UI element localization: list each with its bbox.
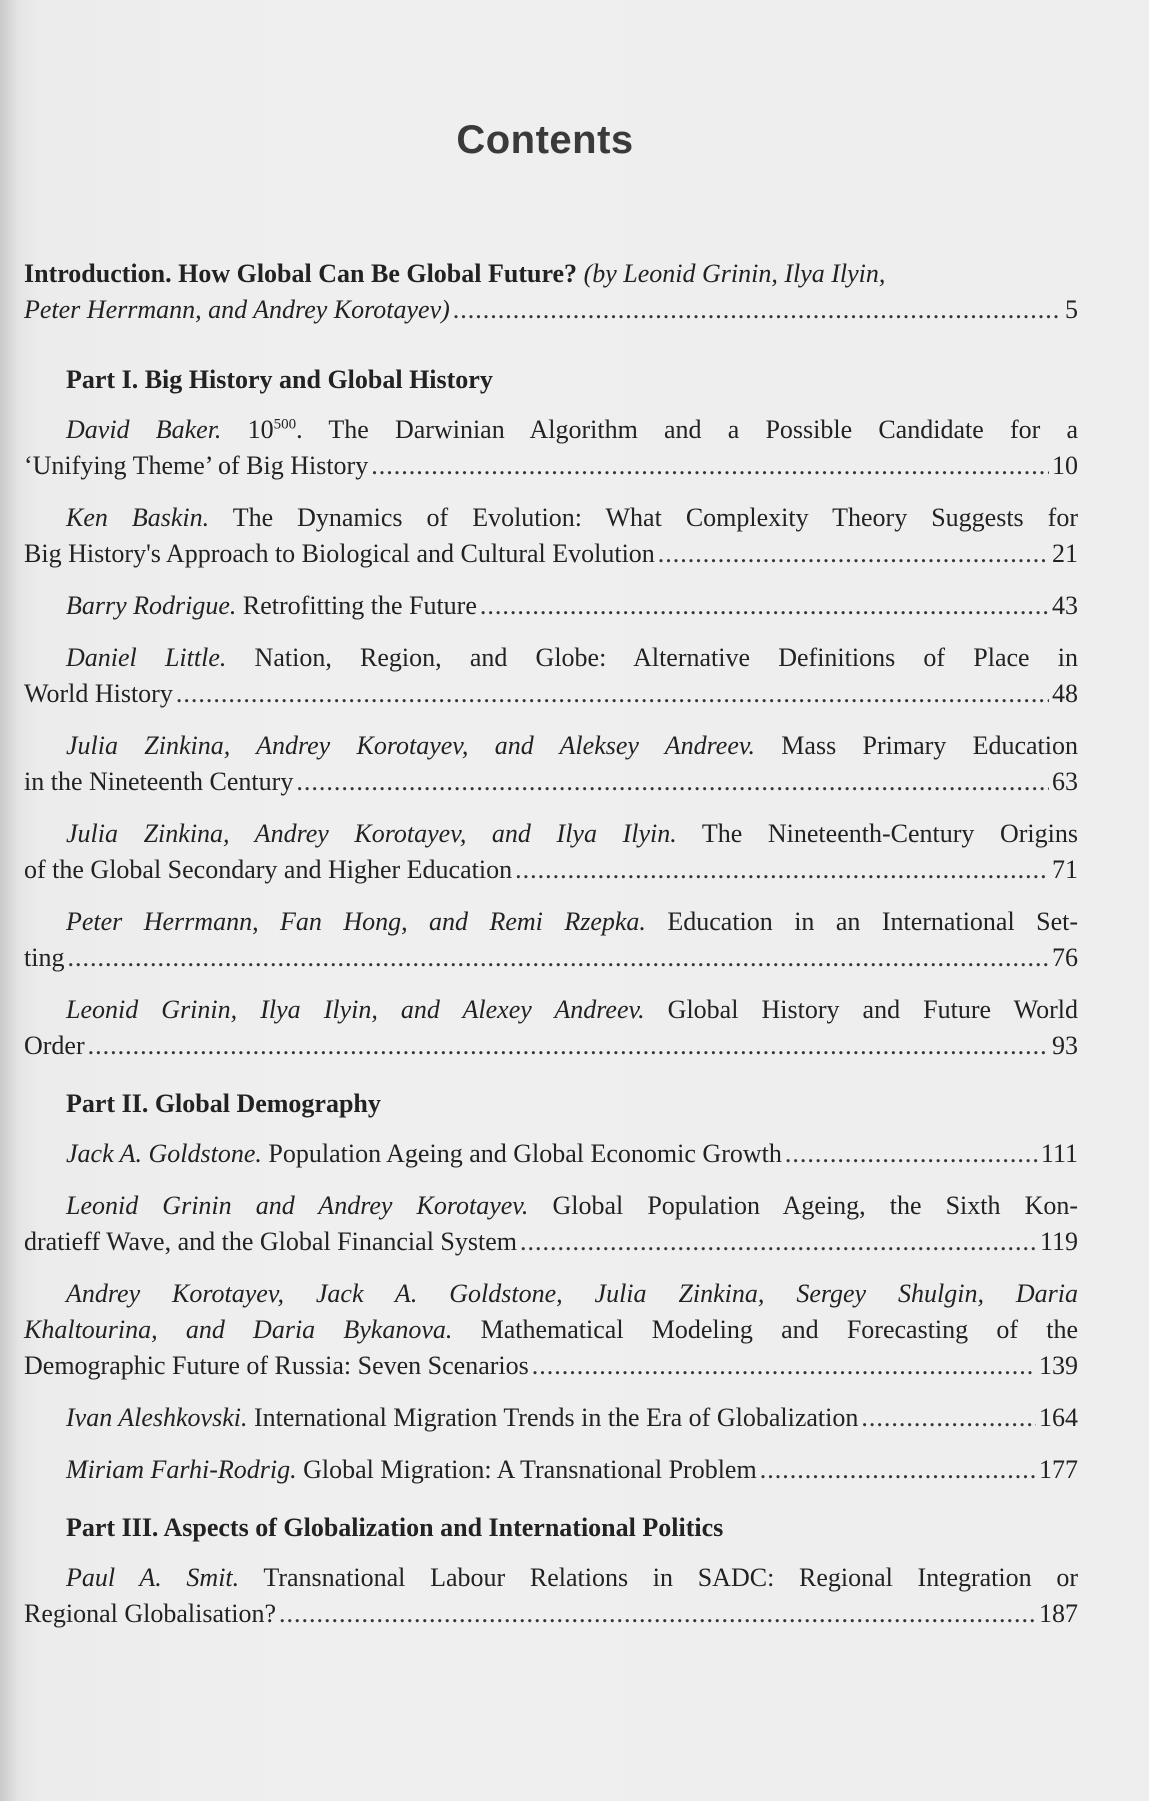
leader-dots [861,1400,1036,1436]
entry-title-last: of the Global Secondary and Higher Education [24,855,513,884]
entry-title: Education in an International Set- [645,907,1078,936]
leader-dots [658,536,1049,572]
toc-entry[interactable] [24,1452,1078,1488]
leader-dots [371,448,1049,484]
entry-title: 10 [221,415,274,444]
page-number: 119 [1039,1227,1078,1256]
intro-authors-cont: Peter Herrmann, and Andrey Korotayev) [24,295,450,324]
entry-title: The Nineteenth-Century Origins [676,819,1078,848]
entry-authors: Andrey Korotayev, Jack A. Goldstone, Julia Zinkina, Sergey Shulgin, Daria [66,1279,1078,1308]
entry-title-last: in the Nineteenth Century [24,767,294,796]
leader-dots [296,764,1049,800]
page-number: 10 [1052,451,1078,480]
entry-title: Retrofitting the Future [236,591,477,620]
page-number: 5 [1065,295,1078,324]
entry-title-last: Regional Globalisation? [24,1599,277,1628]
part-heading: Part I. Big History and Global History [66,365,493,394]
toc-entry[interactable] [24,412,1078,484]
entry-authors: David Baker. [66,415,222,444]
leader-dots [515,852,1049,888]
leader-dots [785,1136,1038,1172]
entry-title-cont: . The Darwinian Algorithm and a Possible Candidate for a [296,415,1078,444]
toc-entry[interactable] [24,1560,1078,1632]
page-number: 164 [1039,1403,1078,1432]
entry-title-last: dratieff Wave, and the Global Financial System [24,1227,517,1256]
entry-title-last: World History [24,679,173,708]
entry-title-last: ‘Unifying Theme’ of Big History [24,451,369,480]
intro-title: Introduction. How Global Can Be Global Future? [24,259,578,288]
entry-title: International Migration Trends in the Era of Globalization [247,1403,859,1432]
entry-authors: Barry Rodrigue. [66,591,237,620]
page-number: 187 [1039,1599,1078,1628]
page-number: 139 [1039,1351,1078,1380]
entry-title: Mathematical Modeling and Forecasting of the [452,1315,1078,1344]
page-number: 63 [1052,767,1078,796]
toc-entry[interactable] [24,1136,1078,1172]
toc-entry[interactable] [24,728,1078,800]
entry-authors: Miriam Farhi-Rodrig. [66,1455,297,1484]
entry-authors: Julia Zinkina, Andrey Korotayev, and Aleksey Andreev. [66,731,755,760]
page-number: 177 [1039,1455,1078,1484]
superscript: 500 [273,416,297,433]
part-heading: Part III. Aspects of Globalization and International Politics [66,1513,724,1542]
part-heading: Part II. Global Demography [66,1089,381,1118]
leader-dots [453,292,1062,328]
leader-dots [279,1596,1036,1632]
entry-title-last: Order [24,1031,85,1060]
entry-title: The Dynamics of Evolution: What Complexity Theory Suggests for [209,503,1078,532]
leader-dots [760,1452,1036,1488]
toc-entry[interactable] [24,588,1078,624]
toc-entry-introduction[interactable] [24,256,1078,328]
page-number: 111 [1040,1139,1078,1168]
entry-authors: Ivan Aleshkovski. [66,1403,248,1432]
toc-entry[interactable] [24,640,1078,712]
page-number: 93 [1052,1031,1078,1060]
entry-authors: Jack A. Goldstone. [66,1139,262,1168]
leader-dots [480,588,1049,624]
page-number: 71 [1052,855,1078,884]
toc-entry[interactable] [24,1276,1078,1384]
page-number: 43 [1052,591,1078,620]
page-number: 48 [1052,679,1078,708]
toc-entry[interactable] [24,500,1078,572]
entry-title-last: Demographic Future of Russia: Seven Scenarios [24,1351,529,1380]
table-of-contents [24,256,1078,1648]
entry-authors: Daniel Little. [66,643,227,672]
leader-dots [88,1028,1049,1064]
entry-authors: Leonid Grinin, Ilya Ilyin, and Alexey Andreev. [66,995,645,1024]
entry-title: Global Population Ageing, the Sixth Kon- [528,1191,1078,1220]
toc-entry[interactable] [24,1188,1078,1260]
page-title: Contents [456,118,634,162]
entry-title: Transnational Labour Relations in SADC: Regional Integration or [239,1563,1078,1592]
entry-title-last: Big History's Approach to Biological and Cultural Evolution [24,539,655,568]
entry-title: Mass Primary Education [755,731,1078,760]
entry-title: Nation, Region, and Globe: Alternative Definitions of Place in [226,643,1078,672]
entry-title: Global Migration: A Transnational Problem [296,1455,757,1484]
entry-authors: Ken Baskin. [66,503,210,532]
entry-authors: Leonid Grinin and Andrey Korotayev. [66,1191,529,1220]
toc-entry[interactable] [24,1400,1078,1436]
entry-authors-cont: Khaltourina, and Daria Bykanova. [24,1315,453,1344]
toc-entry[interactable] [24,992,1078,1064]
page-number: 76 [1052,943,1078,972]
leader-dots [67,940,1049,976]
entry-authors: Paul A. Smit. [66,1563,240,1592]
leader-dots [520,1224,1037,1260]
intro-authors: (by Leonid Grinin, Ilya Ilyin, [583,259,886,288]
leader-dots [532,1348,1036,1384]
toc-entry[interactable] [24,904,1078,976]
entry-authors: Peter Herrmann, Fan Hong, and Remi Rzepka. [66,907,646,936]
entry-title: Global History and Future World [644,995,1078,1024]
entry-title-last: ting [24,943,65,972]
page-number: 21 [1052,539,1078,568]
toc-entry[interactable] [24,816,1078,888]
leader-dots [176,676,1049,712]
entry-authors: Julia Zinkina, Andrey Korotayev, and Ilya Ilyin. [66,819,677,848]
entry-title: Population Ageing and Global Economic Growth [261,1139,782,1168]
